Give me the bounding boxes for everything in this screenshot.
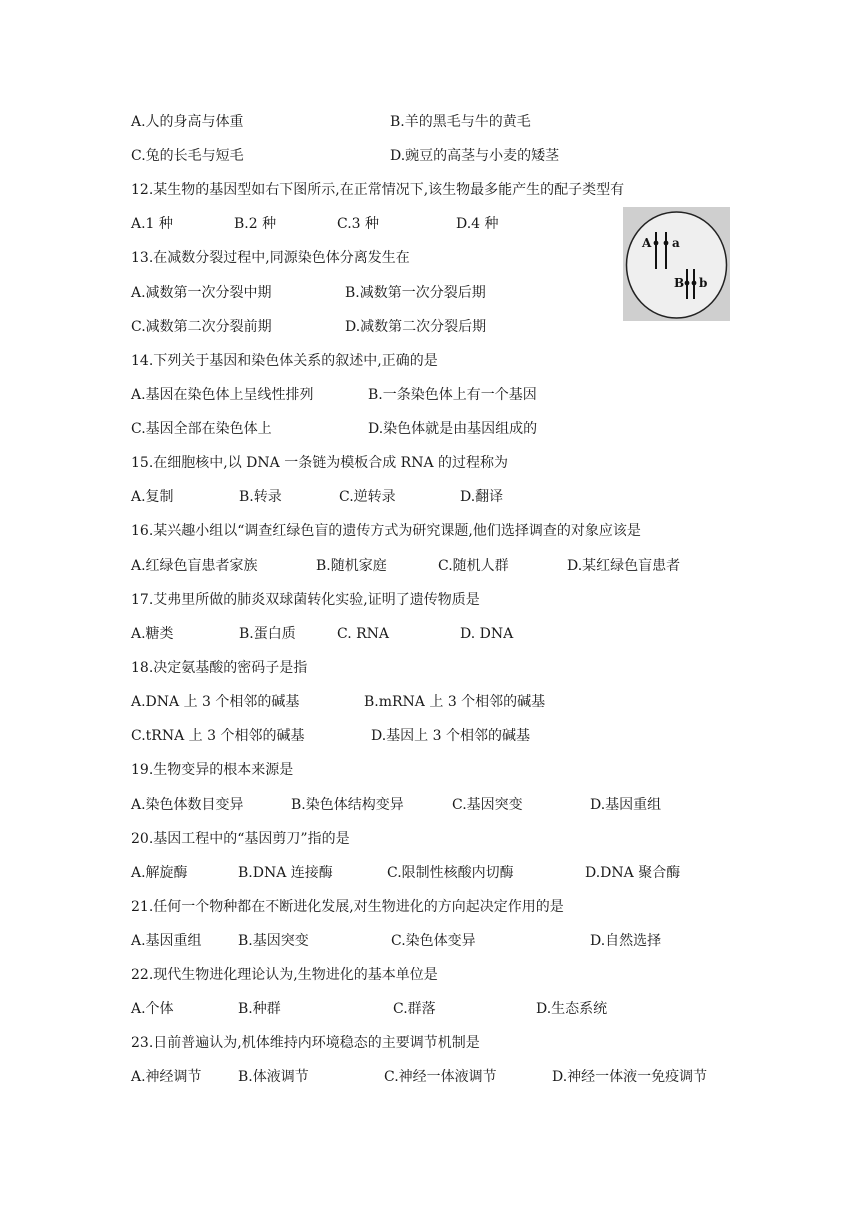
q22-option-a: A.个体 [131, 1001, 174, 1017]
q17-option-c: C. RNA [337, 626, 390, 642]
q14-option-d: D.染色体就是由基因组成的 [368, 421, 538, 437]
q17-option-a: A.糖类 [131, 626, 174, 642]
q20-option-c: C.限制性核酸内切酶 [387, 865, 514, 881]
q17-stem: 17.艾弗里所做的肺炎双球菌转化实验,证明了遗传物质是 [131, 592, 480, 608]
label-B: B [674, 276, 685, 290]
q18-option-a: A.DNA 上 3 个相邻的碱基 [131, 694, 300, 710]
q12-option-c: C.3 种 [337, 216, 380, 232]
q21-option-d: D.自然选择 [590, 933, 662, 949]
q23-option-c: C.神经一体液调节 [384, 1069, 497, 1085]
q12-option-a: A.1 种 [131, 216, 173, 232]
q17-option-b: B.蛋白质 [239, 626, 296, 642]
q12-stem: 12.某生物的基因型如右下图所示,在正常情况下,该生物最多能产生的配子类型有 [131, 182, 625, 198]
q23-stem: 23.日前普遍认为,机体维持内环境稳态的主要调节机制是 [131, 1035, 480, 1051]
q13-stem: 13.在减数分裂过程中,同源染色体分离发生在 [131, 250, 410, 266]
q21-stem: 21.任何一个物种都在不断进化发展,对生物进化的方向起决定作用的是 [131, 899, 564, 915]
q13-option-b: B.减数第一次分裂后期 [345, 285, 486, 301]
locus-a [664, 241, 669, 246]
q20-stem: 20.基因工程中的“基因剪刀”指的是 [131, 831, 350, 847]
q11-option-b: B.羊的黑毛与牛的黄毛 [390, 114, 531, 130]
q20-option-d: D.DNA 聚合酶 [585, 865, 681, 881]
q23-option-a: A.神经调节 [131, 1069, 202, 1085]
q23-option-d: D.神经一体液一免疫调节 [552, 1069, 708, 1085]
q21-option-a: A.基因重组 [131, 933, 202, 949]
q14-stem: 14.下列关于基因和染色体关系的叙述中,正确的是 [131, 353, 438, 369]
q20-option-a: A.解旋酶 [131, 865, 188, 881]
q12-option-d: D.4 种 [456, 216, 499, 232]
q19-option-b: B.染色体结构变异 [291, 797, 404, 813]
q13-option-d: D.减数第二次分裂后期 [345, 319, 487, 335]
q16-stem: 16.某兴趣小组以“调查红绿色盲的遗传方式为研究课题,他们选择调查的对象应该是 [131, 523, 641, 539]
q22-option-c: C.群落 [393, 1001, 436, 1017]
q14-option-c: C.基因全部在染色体上 [131, 421, 272, 437]
q15-option-d: D.翻译 [460, 489, 504, 505]
q22-option-d: D.生态系统 [536, 1001, 608, 1017]
q19-stem: 19.生物变异的根本来源是 [131, 762, 294, 778]
q19-option-a: A.染色体数目变异 [131, 797, 244, 813]
q22-stem: 22.现代生物进化理论认为,生物进化的基本单位是 [131, 967, 438, 983]
q15-option-c: C.逆转录 [339, 489, 396, 505]
cell-diagram [623, 207, 730, 321]
locus-A [654, 241, 659, 246]
q19-option-d: D.基因重组 [590, 797, 662, 813]
q14-option-b: B.一条染色体上有一个基因 [368, 387, 537, 403]
q22-option-b: B.种群 [238, 1001, 281, 1017]
q20-option-b: B.DNA 连接酶 [238, 865, 333, 881]
label-a: a [672, 236, 680, 250]
q16-option-d: D.某红绿色盲患者 [567, 558, 681, 574]
q13-option-a: A.减数第一次分裂中期 [131, 285, 272, 301]
label-b: b [699, 276, 708, 290]
q17-option-d: D. DNA [460, 626, 514, 642]
q15-option-b: B.转录 [239, 489, 282, 505]
q12-option-b: B.2 种 [234, 216, 277, 232]
label-A: A [642, 236, 652, 250]
q23-option-b: B.体液调节 [238, 1069, 309, 1085]
q11-option-d: D.豌豆的高茎与小麦的矮茎 [390, 148, 560, 164]
q16-option-b: B.随机家庭 [316, 558, 387, 574]
q16-option-a: A.红绿色盲患者家族 [131, 558, 258, 574]
q18-stem: 18.决定氨基酸的密码子是指 [131, 660, 308, 676]
q11-option-a: A.人的身高与体重 [131, 114, 244, 130]
q21-option-b: B.基因突变 [238, 933, 309, 949]
q18-option-b: B.mRNA 上 3 个相邻的碱基 [364, 694, 546, 710]
q14-option-a: A.基因在染色体上呈线性排列 [131, 387, 314, 403]
q15-option-a: A.复制 [131, 489, 174, 505]
q19-option-c: C.基因突变 [452, 797, 523, 813]
q18-option-d: D.基因上 3 个相邻的碱基 [371, 728, 530, 744]
q18-option-c: C.tRNA 上 3 个相邻的碱基 [131, 728, 305, 744]
q21-option-c: C.染色体变异 [391, 933, 476, 949]
q16-option-c: C.随机人群 [438, 558, 509, 574]
genotype-figure [623, 207, 730, 321]
cell-membrane [627, 212, 727, 318]
q13-option-c: C.减数第二次分裂前期 [131, 319, 272, 335]
q15-stem: 15.在细胞核中,以 DNA 一条链为模板合成 RNA 的过程称为 [131, 455, 509, 471]
locus-b [692, 281, 697, 286]
locus-B [685, 281, 690, 286]
q11-option-c: C.兔的长毛与短毛 [131, 148, 244, 164]
